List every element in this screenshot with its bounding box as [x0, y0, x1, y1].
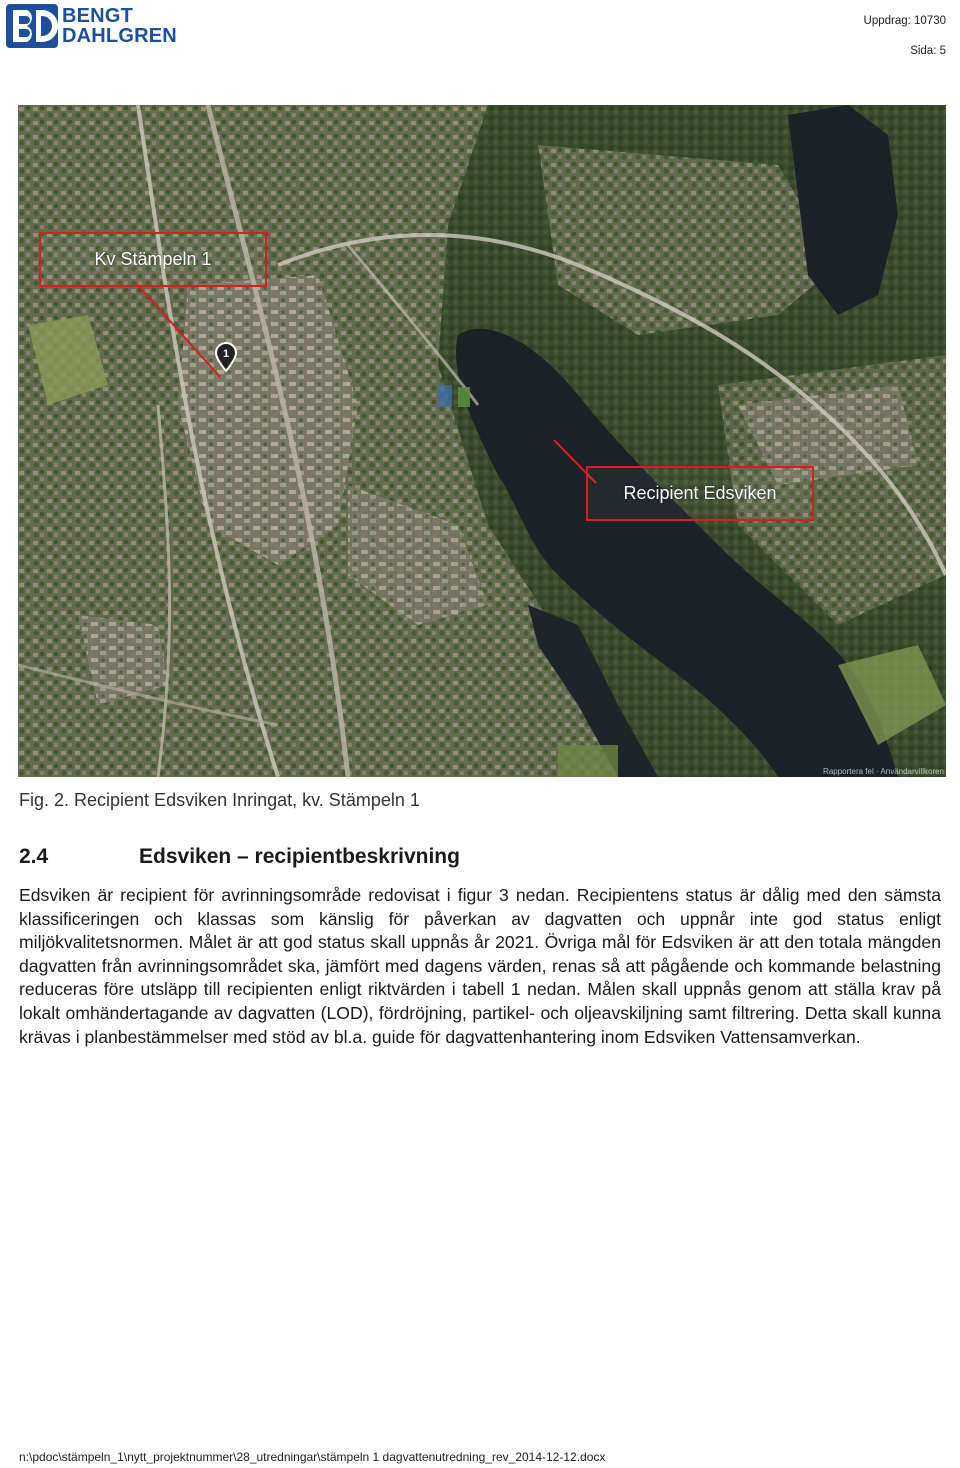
- marker-label: 1: [222, 348, 230, 360]
- logo-line-2: DAHLGREN: [62, 25, 177, 47]
- section-heading: [19, 845, 460, 869]
- file-path-footer: n:\pdoc\stämpeln_1\nytt_projektnummer\28_utredningar\stämpeln 1 dagvattenutredning_rev_2014-12-12.docx: [19, 1450, 606, 1464]
- logo-wordmark: [62, 6, 177, 46]
- page-header-meta: [864, 6, 946, 66]
- page-number: Sida: 5: [910, 45, 946, 57]
- logo-line-1: BENGT: [62, 5, 133, 27]
- company-logo: [6, 4, 188, 50]
- aerial-map-figure: [18, 105, 946, 777]
- section-title: Edsviken – recipientbeskrivning: [139, 845, 460, 868]
- figure-caption: Fig. 2. Recipient Edsviken Inringat, kv. Stämpeln 1: [19, 790, 420, 810]
- assignment-number: Uppdrag: 10730: [863, 15, 946, 27]
- callout-kv-stampeln: Kv Stämpeln 1: [39, 232, 267, 287]
- location-pin-icon: [214, 342, 238, 372]
- aerial-photo: [18, 105, 946, 777]
- callout-recipient-edsviken: Recipient Edsviken: [586, 466, 814, 521]
- map-credit: Rapportera fel · Användarvillkoren: [823, 767, 944, 776]
- bd-logo-icon: [6, 4, 58, 48]
- section-number: 2.4: [19, 845, 49, 868]
- body-paragraph: Edsviken är recipient för avrinningsområde redovisat i figur 3 nedan. Recipientens status är dålig med den sämsta klassificeringen och klassas som känslig för påverkan av dagvatten och uppnår inte god status enligt miljökvalitetsnormen. Målet är att god status skall uppnås år 2021. Övriga mål för Edsviken är att den totala mängden dagvatten från avrinningsområdet ska, jämfört med dagens värden, renas så att pågående och kommande belastning reduceras före utsläpp till recipienten enligt riktvärden i tabell 1 nedan. Målen skall uppnås genom att ställa krav på lokalt omhändertagande av dagvatten (LOD), fördröjning, partikel- och oljeavskiljning samt filtrering. Detta skall kunna krävas i planbestämmelser med stöd av bl.a. guide för dagvattenhantering inom Edsviken Vattensamverkan.: [19, 885, 941, 1047]
